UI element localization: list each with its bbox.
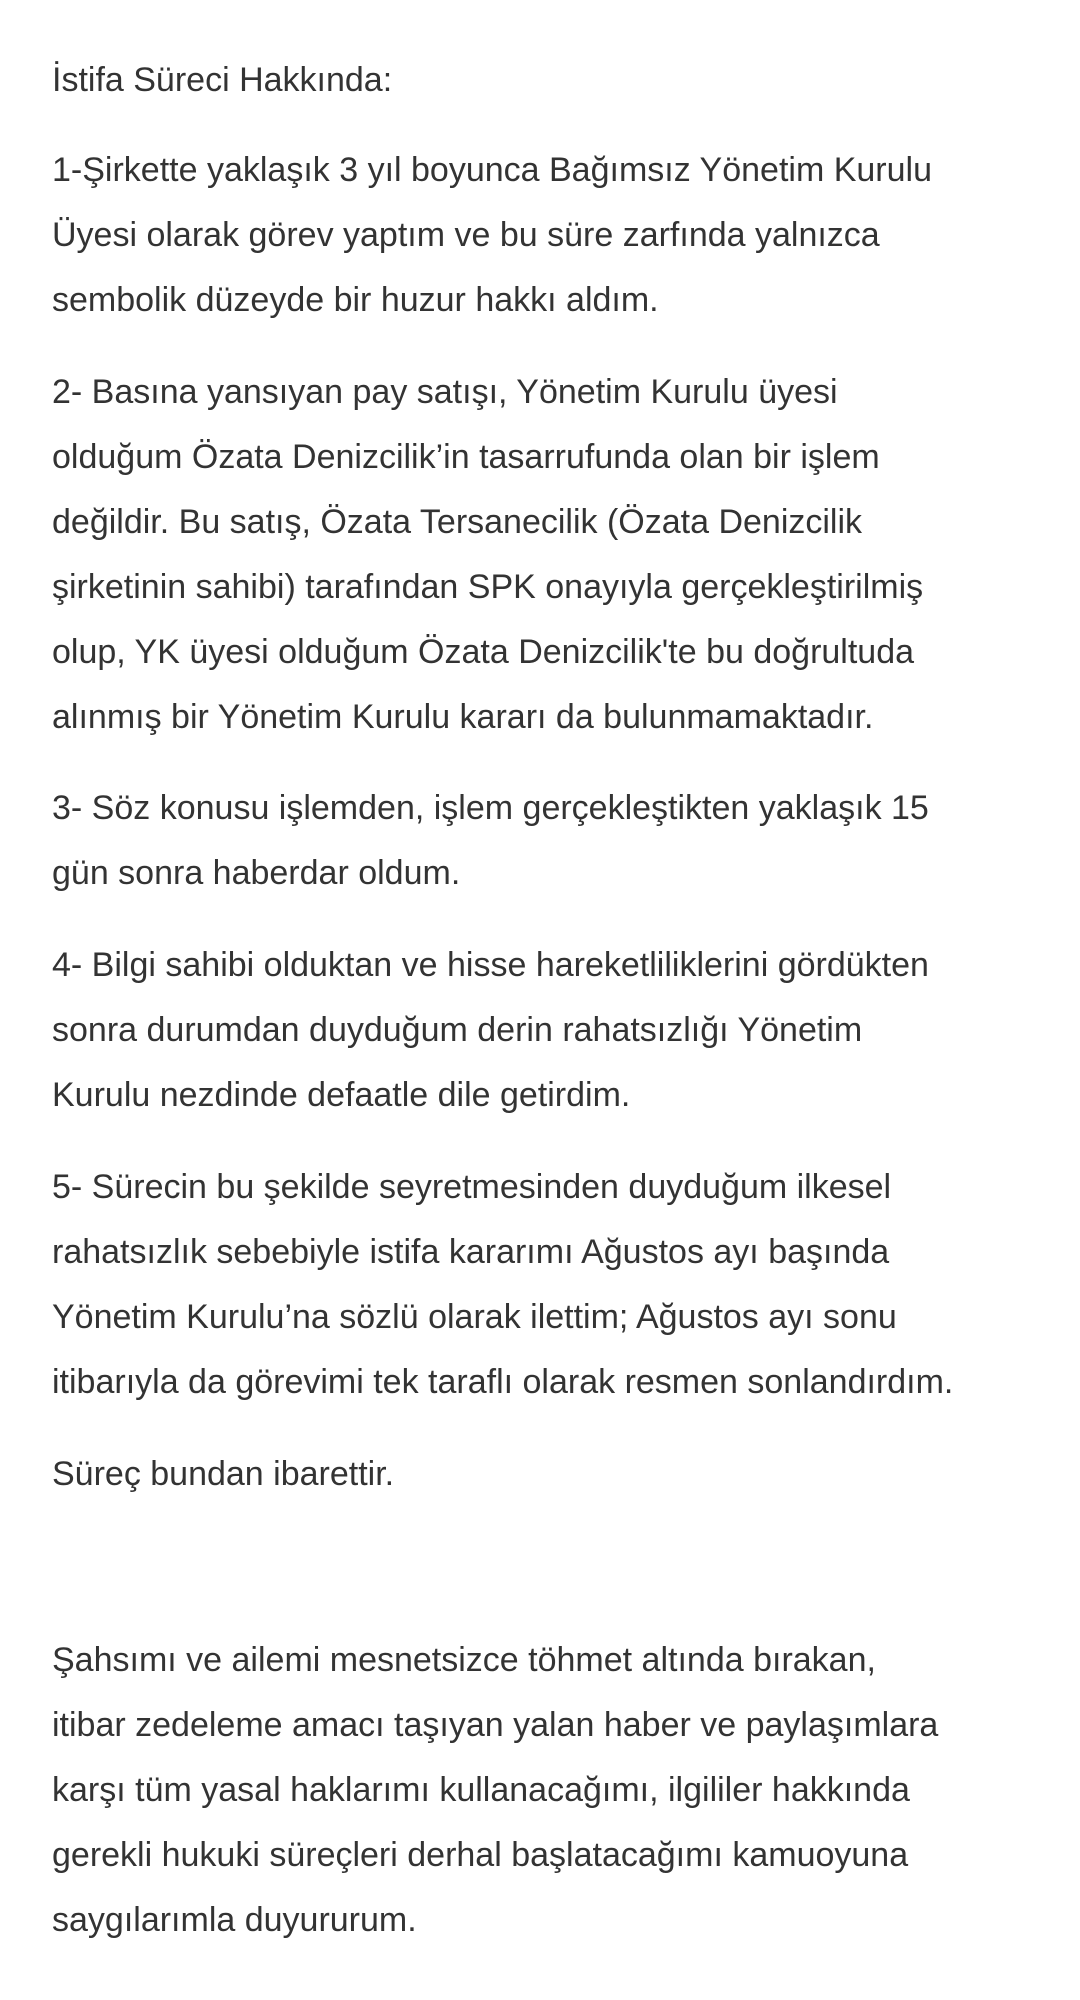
paragraph-line: 5- Sürecin bu şekilde seyretmesinden duyduğum ilkesel [52,1168,892,1206]
paragraph-line: olduğum Özata Denizcilik’in tasarrufunda olan bir işlem [52,438,880,476]
paragraph-line: karşı tüm yasal haklarımı kullanacağımı, ilgililer hakkında [52,1771,910,1809]
paragraph-line: şirketinin sahibi) tarafından SPK onayıyla gerçekleştirilmiş [52,568,924,606]
paragraph-line: alınmış bir Yönetim Kurulu kararı da bulunmamaktadır. [52,698,874,736]
paragraph-line: Kurulu nezdinde defaatle dile getirdim. [52,1076,631,1114]
paragraph-line: gün sonra haberdar oldum. [52,854,461,892]
document-title: İstifa Süreci Hakkında: [52,61,393,99]
paragraph-line: 4- Bilgi sahibi olduktan ve hisse hareketliliklerini gördükten [52,946,929,984]
paragraph-line: Üyesi olarak görev yaptım ve bu süre zarfında yalnızca [52,216,880,254]
paragraph-line: sonra durumdan duyduğum derin rahatsızlığı Yönetim [52,1011,863,1049]
paragraph-line: rahatsızlık sebebiyle istifa kararımı Ağustos ayı başında [52,1233,890,1271]
paragraph-line: değildir. Bu satış, Özata Tersanecilik (Özata Denizcilik [52,503,863,541]
paragraph-line: 1-Şirkette yaklaşık 3 yıl boyunca Bağımsız Yönetim Kurulu [52,151,932,189]
paragraph-line: 2- Basına yansıyan pay satışı, Yönetim Kurulu üyesi [52,373,838,411]
paragraph-line: olup, YK üyesi olduğum Özata Denizcilik'te bu doğrultuda [52,633,915,671]
paragraph-line: 3- Söz konusu işlemden, işlem gerçekleştikten yaklaşık 15 [52,789,929,827]
paragraph-line: itibarıyla da görevimi tek taraflı olarak resmen sonlandırdım. [52,1363,954,1401]
paragraph-line: gerekli hukuki süreçleri derhal başlatacağımı kamuoyuna [52,1836,909,1874]
paragraph-line: Süreç bundan ibarettir. [52,1455,395,1493]
paragraph-line: Yönetim Kurulu’na sözlü olarak ilettim; Ağustos ayı sonu [52,1298,897,1336]
paragraph-line: itibar zedeleme amacı taşıyan yalan haber ve paylaşımlara [52,1706,939,1744]
paragraph-line: Şahsımı ve ailemi mesnetsizce töhmet altında bırakan, [52,1641,876,1679]
paragraph-line: sembolik düzeyde bir huzur hakkı aldım. [52,281,659,319]
paragraph-line: saygılarımla duyururum. [52,1901,417,1939]
